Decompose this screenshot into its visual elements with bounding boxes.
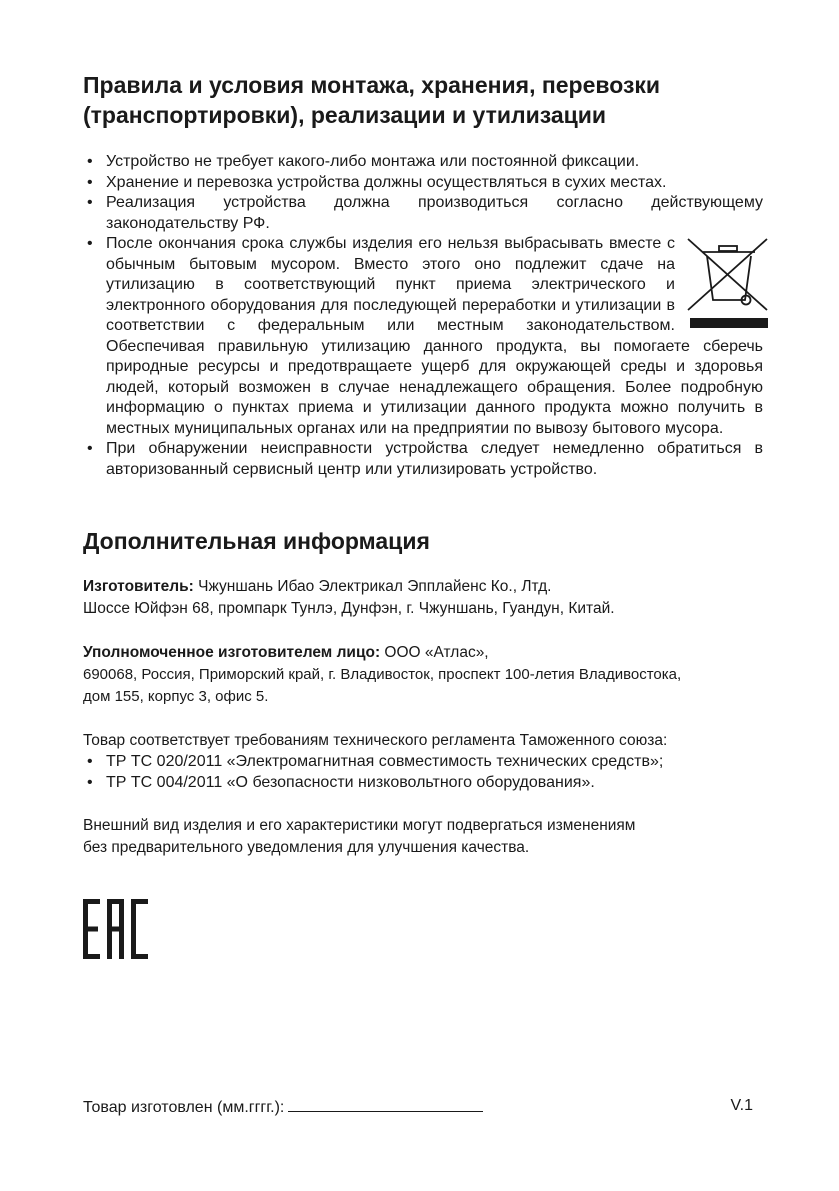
disposal-list: [83, 152, 763, 480]
list-item-weee: [83, 234, 763, 439]
representative-address-line-1: 690068, Россия, Приморский край, г. Владивосток, проспект 100-летия Владивостока,: [83, 666, 682, 683]
compliance-intro: Товар соответствует требованиям технического регламента Таможенного союза:: [83, 732, 668, 749]
representative-address-line-2: дом 155, корпус 3, офис 5.: [83, 688, 269, 705]
section-title-disposal: Правила и условия монтажа, хранения, перевозки (транспортировки), реализации и утилизации: [83, 72, 661, 128]
weee-disposal-text: После окончания срока службы изделия его нельзя выбрасывать вместе с обычным бытовым мусором. Вместо этого оно подлежит сдаче на утилизацию в соответствующий пункт приема электрического и электронного оборудования для последующей переработки и утилизации в соответствии с федеральным или местным законодательством. Обеспечивая правильную утилизацию данного продукта, вы помогаете сберечь природные ресурсы и предотвращаете ущерб для окружающей среды и здоровья людей, который возможен в случае ненадлежащего обращения. Более подробную информацию о пунктах приема и утилизации данного продукта можно получить в местных муниципальных органах или на предприятии по вывозу бытового мусора.: [106, 235, 763, 437]
disposal-section: [83, 70, 763, 480]
representative-label: Уполномоченное изготовителем лицо:: [83, 644, 381, 661]
representative-name: ООО «Атлас»,: [384, 644, 489, 661]
crossed-out-wheelie-bin-icon: [687, 238, 771, 328]
footer: [83, 1096, 753, 1118]
eac-mark-icon: [83, 899, 151, 959]
notice-line-2: без предварительного уведомления для улучшения качества.: [83, 839, 530, 856]
manufacturer-name: Чжуншань Ибао Электрикал Эпплайенс Ко., Лтд.: [198, 578, 552, 595]
notice-block: [83, 815, 763, 859]
eac-mark: [83, 899, 763, 964]
compliance-list: [83, 752, 763, 793]
manufactured-date-field[interactable]: [288, 1096, 483, 1112]
representative-line: [83, 642, 763, 664]
manufacturer-address: Шоссе Юйфэн 68, промпарк Тунлэ, Дунфэн, г. Чжуншань, Гуандун, Китай.: [83, 600, 615, 617]
list-item: • Реализация устройства должна производиться согласно действующему законодательству РФ.: [83, 193, 763, 234]
document-page: [83, 70, 763, 964]
compliance-block: [83, 730, 763, 793]
list-item: • Устройство не требует какого-либо монтажа или постоянной фиксации.: [83, 152, 763, 173]
manufacturer-label: Изготовитель:: [83, 578, 194, 595]
additional-info-section: [83, 526, 763, 964]
weee-bin-icon: [687, 238, 767, 328]
representative-block: [83, 642, 763, 708]
manufacturer-line: [83, 576, 763, 598]
manufactured-date-label: Товар изготовлен (мм.гггг.):: [83, 1099, 285, 1116]
notice-line-1: Внешний вид изделия и его характеристики могут подвергаться изменениям: [83, 817, 636, 834]
list-item: • При обнаружении неисправности устройства следует немедленно обратиться в авторизованный сервисный центр или утилизировать устройство.: [83, 439, 763, 480]
version-label: V.1: [730, 1097, 753, 1114]
list-item: • ТР ТС 004/2011 «О безопасности низковольтного оборудования».: [83, 773, 763, 794]
manufacturer-block: [83, 576, 763, 620]
section-title-additional: Дополнительная информация: [83, 528, 430, 554]
list-item: • Хранение и перевозка устройства должны осуществляться в сухих местах.: [83, 173, 763, 194]
list-item: • ТР ТС 020/2011 «Электромагнитная совместимость технических средств»;: [83, 752, 763, 773]
